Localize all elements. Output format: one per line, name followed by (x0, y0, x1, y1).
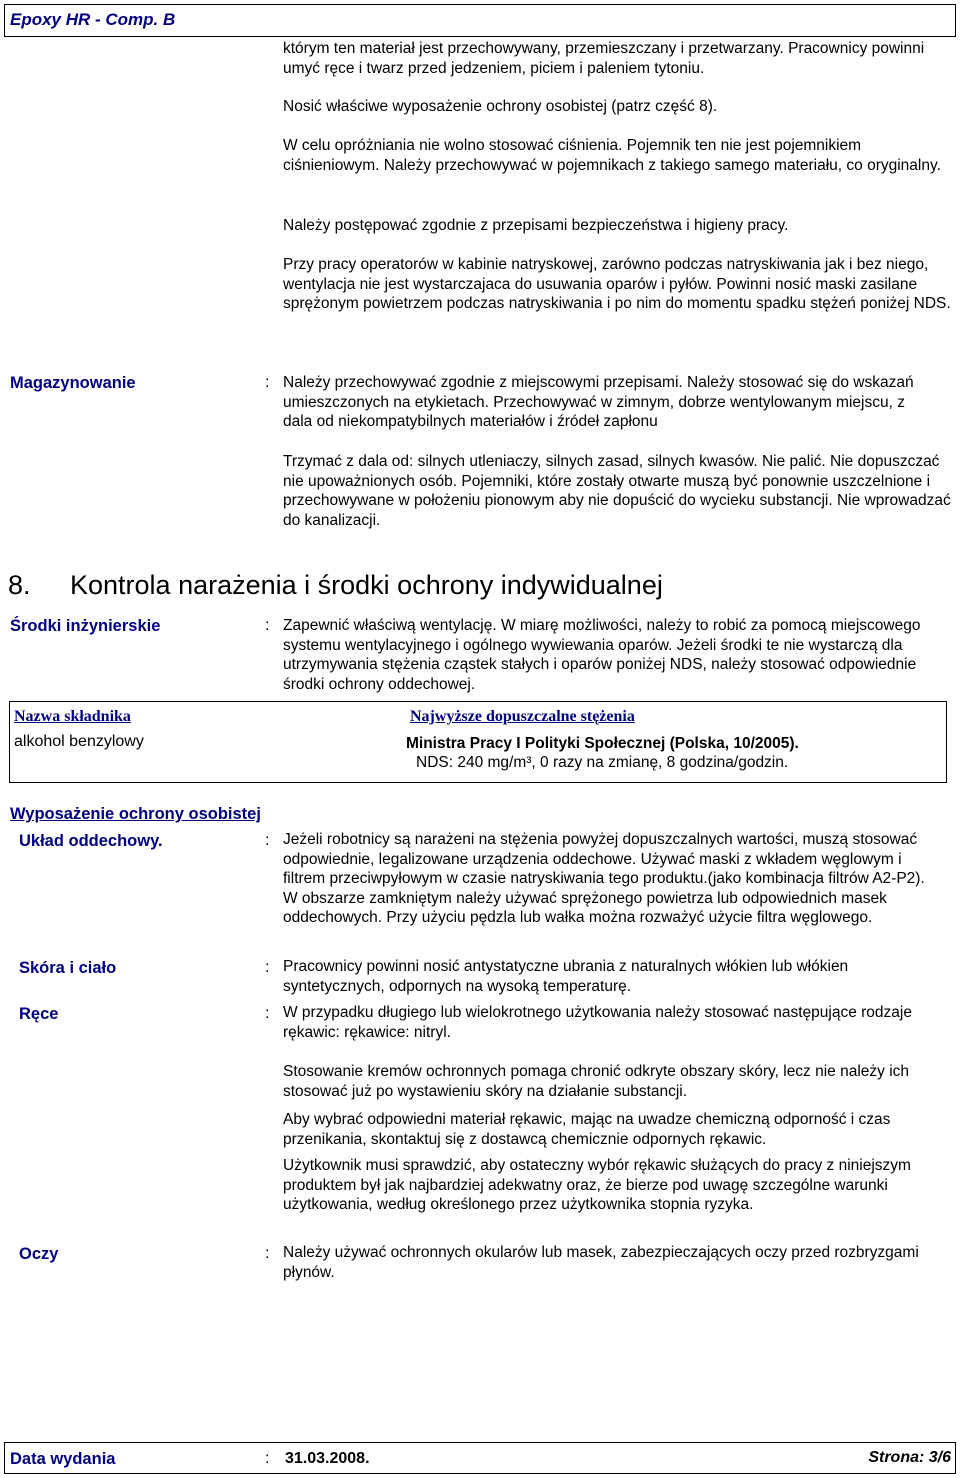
storage-paragraph-1: Należy przechowywać zgodnie z miejscowymi przepisami. Należy stosować się do wskazań umieszczonych na etykietach. Przechowywać w zimnym, dobrze wentylowanym miejscu, z dala od niekompatybilnych materiałów i źródeł zapłonu (283, 374, 914, 430)
handling-paragraph-4: Należy postępować zgodnie z przepisami bezpieczeństwa i higieny pracy. (283, 217, 789, 234)
eyes-text: Należy używać ochronnych okularów lub masek, zabezpieczających oczy przed rozbryzgami płynów. (283, 1244, 919, 1281)
storage-colon: : (265, 374, 270, 391)
handling-paragraph-3: W celu opróżniania nie wolno stosować ciśnienia. Pojemnik ten nie jest pojemnikiem ciśnieniowym. Należy przechowywać w pojemnikach z takiego samego materiału, co oryginalny. (283, 137, 941, 174)
page-number: Strona: 3/6 (868, 1449, 951, 1466)
storage-paragraph-2: Trzymać z dala od: silnych utleniaczy, silnych zasad, silnych kwasów. Nie palić. Nie dopuszczać nie upoważnionych osób. Pojemniki, które zostały otwarte muszą być ponownie uszczelnione i przechowywane w położeniu pionowym aby nie dopuścić do wycieku substancji. Nie wprowadzać do kanalizacji. (283, 453, 951, 529)
respiratory-label: Układ oddechowy. (19, 832, 163, 850)
limit-value: NDS: 240 mg/m³, 0 razy na zmianę, 8 godzina/godzin. (416, 754, 789, 771)
document-footer (4, 1442, 956, 1474)
hands-colon: : (265, 1005, 270, 1022)
hands-label: Ręce (19, 1005, 59, 1023)
handling-paragraph-1: którym ten materiał jest przechowywany, przemieszczany i przetwarzany. Pracownicy powinni umyć ręce i twarz przed jedzeniem, piciem i paleniem tytoniu. (283, 40, 925, 77)
limit-source: Ministra Pracy I Polityki Społecznej (Polska, 10/2005). (406, 735, 799, 752)
exposure-limits-table (9, 701, 947, 783)
hands-paragraph-2: Stosowanie kremów ochronnych pomaga chronić odkryte obszary skóry, lecz nie należy ich stosować już po wystawieniu skóry na działanie substancji. (283, 1063, 910, 1100)
respiratory-colon: : (265, 832, 270, 849)
section-8-title (8, 568, 663, 602)
column-header-component: Nazwa składnika (14, 708, 131, 725)
hands-paragraph-1: W przypadku długiego lub wielokrotnego użytkowania należy stosować następujące rodzaje rękawic: rękawice: nitryl. (283, 1004, 912, 1041)
issue-date-label: Data wydania (10, 1450, 116, 1468)
component-name: alkohol benzylowy (14, 733, 144, 750)
column-header-limits: Najwyższe dopuszczalne stężenia (410, 708, 635, 725)
ppe-heading: Wyposażenie ochrony osobistej (10, 805, 261, 823)
eyes-label: Oczy (19, 1245, 59, 1263)
respiratory-text: Jeżeli robotnicy są narażeni na stężenia powyżej dopuszczalnych wartości, muszą stosować odpowiednie, legalizowane urządzenia oddechowe. Używać maski z wkładem węglowym i filtrem przeciwpyłowym w czasie natryskiwania tego produktu.(jako kombinacja filtrów A2-P2). W obszarze zamkniętym należy używać sprężonego powietrza lub odpowiednich masek oddechowych. Przy użyciu pędzla lub wałka można rozważyć użycie filtra węglowego. (283, 831, 925, 926)
issue-date-colon: : (265, 1450, 270, 1467)
engineering-label: Środki inżynierskie (10, 617, 161, 635)
storage-label: Magazynowanie (10, 374, 136, 392)
section-heading: Kontrola narażenia i środki ochrony indywidualnej (70, 570, 663, 600)
engineering-text: Zapewnić właściwą wentylację. W miarę możliwości, należy to robić za pomocą miejscowego systemu wentylacyjnego i ogólnego wywiewania oparów. Jeżeli środki te nie wystarczą dla utrzymywania stężenia cząstek stałych i oparów poniżej NDS, należy stosować odpowiednie środki ochrony oddechowej. (283, 617, 921, 693)
skin-label: Skóra i ciało (19, 959, 117, 977)
skin-colon: : (265, 959, 270, 976)
handling-paragraph-5: Przy pracy operatorów w kabinie natryskowej, zarówno podczas natryskiwania jak i bez niego, wentylacja nie jest wystarczajaca do usuwania oparów i pyłów. Powinni nosić maski zasilane sprężonym powietrzem podczas natryskiwania i po nim do momentu spadku stężeń poniżej NDS. (283, 256, 951, 312)
hands-paragraph-4: Użytkownik musi sprawdzić, aby ostateczny wybór rękawic służących do pracy z niniejszym produktem był jak najbardziej adekwatny oraz, że bierze pod uwagę szczególne warunki użytkowania, według określonego przez użytkownika stopnia ryzyka. (283, 1157, 911, 1213)
section-number: 8. (8, 570, 31, 600)
skin-text: Pracownicy powinni nosić antystatyczne ubrania z naturalnych włókien lub włókien syntetycznych, odpornych na wysoką temperaturę. (283, 958, 849, 995)
hands-paragraph-3: Aby wybrać odpowiedni materiał rękawic, mając na uwadze chemiczną odporność i czas przenikania, skontaktuj się z dostawcą chemicznie odpornych rękawic. (283, 1111, 891, 1148)
engineering-colon: : (265, 617, 270, 634)
eyes-colon: : (265, 1245, 270, 1262)
issue-date: 31.03.2008. (285, 1450, 370, 1467)
handling-paragraph-2: Nosić właściwe wyposażenie ochrony osobistej (patrz część 8). (283, 98, 718, 115)
product-title: Epoxy HR - Comp. B (10, 10, 176, 29)
document-header (4, 4, 956, 37)
